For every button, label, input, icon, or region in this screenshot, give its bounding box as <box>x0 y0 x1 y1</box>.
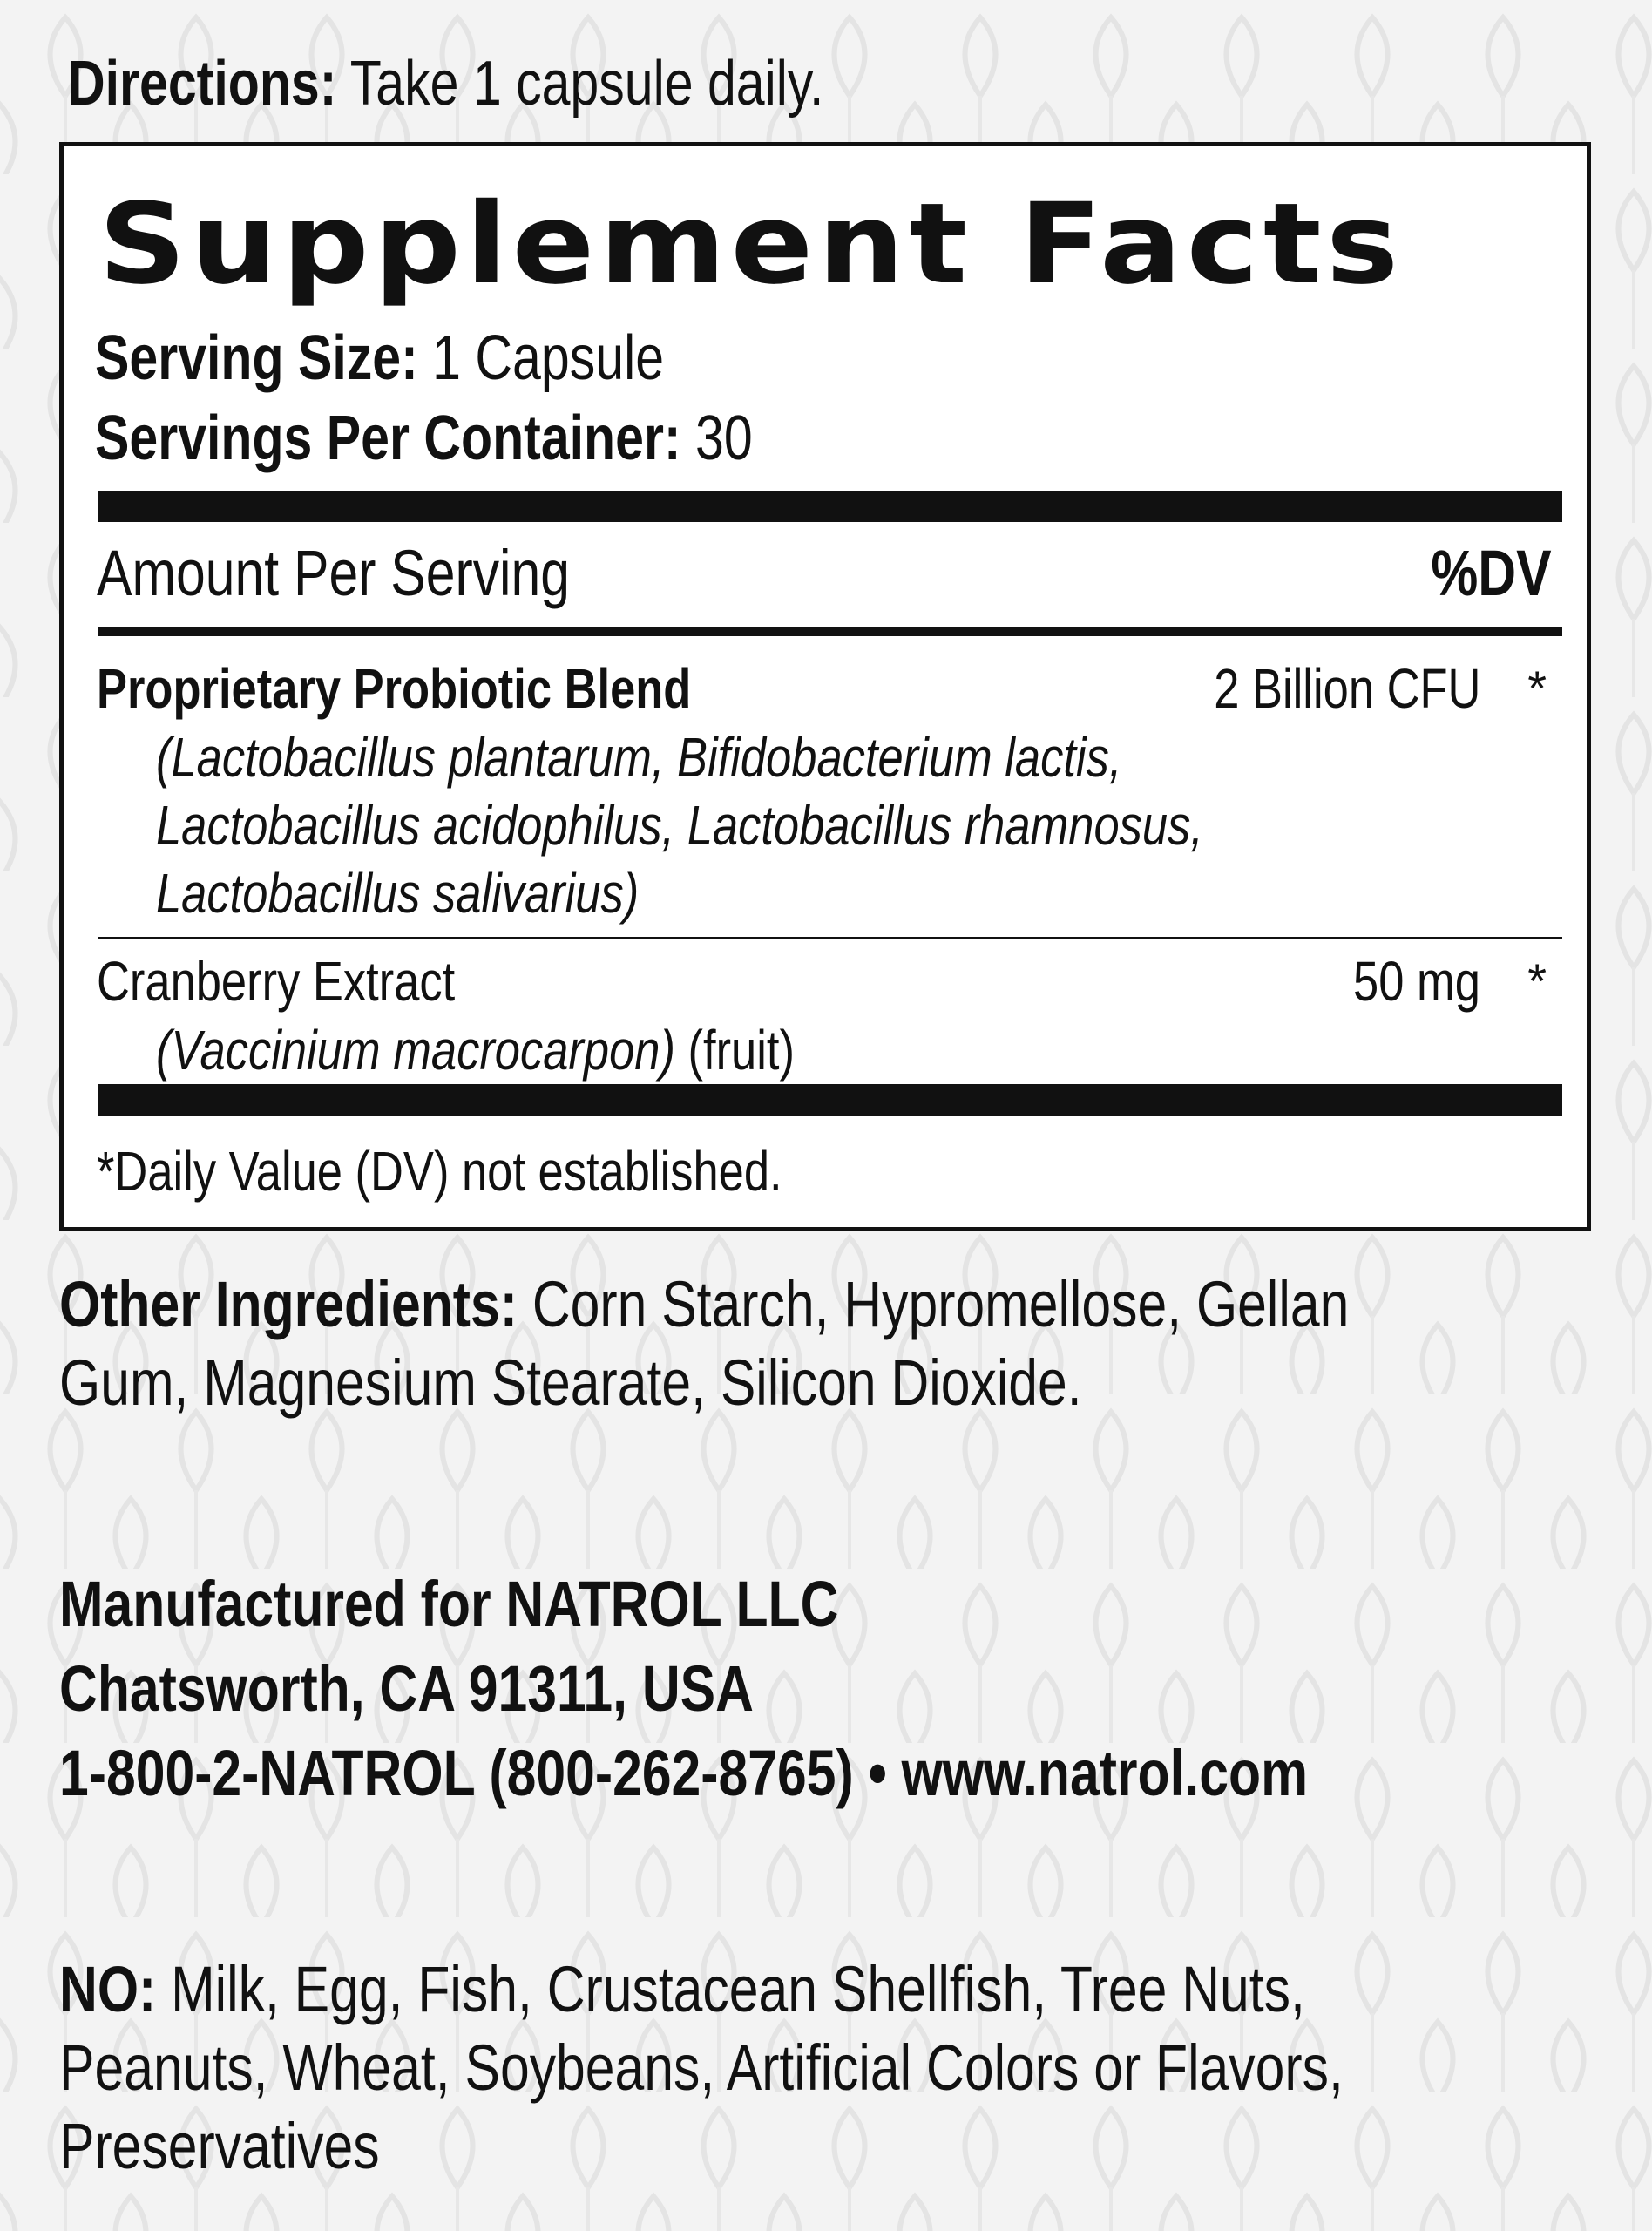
directions-text: Take 1 capsule daily. <box>349 49 824 119</box>
manufacturer-info <box>59 1562 1593 1815</box>
other-ingredients-line-2: Gum, Magnesium Stearate, Silicon Dioxide. <box>59 1346 1082 1419</box>
manufacturer-line-2: Chatsworth, CA 91311, USA <box>59 1652 754 1725</box>
probiotic-strains-line-2: Lactobacillus acidophilus, Lactobacillus rhamnosus, <box>156 794 1203 857</box>
cranberry-latin-name: (Vaccinium macrocarpon) <box>156 1019 675 1082</box>
nutrient-dv-cranberry-extract: * <box>1527 953 1547 1008</box>
directions <box>68 42 990 125</box>
manufacturer-line-1: Manufactured for NATROL LLC <box>59 1568 839 1640</box>
serving-size <box>95 319 789 397</box>
amount-per-serving-heading: Amount Per Serving <box>97 537 571 609</box>
probiotic-strains-line-1: (Lactobacillus plantarum, Bifidobacterium lactis, <box>156 726 1122 789</box>
cranberry-species <box>156 1016 935 1084</box>
thick-divider-bottom <box>98 1084 1562 1116</box>
medium-divider <box>98 627 1562 636</box>
nutrient-amount-probiotic-blend: 2 Billion CFU <box>1213 657 1480 720</box>
other-ingredients-line-1: Corn Starch, Hypromellose, Gellan <box>531 1268 1350 1340</box>
servings-per-container-value: 30 <box>695 403 753 473</box>
other-ingredients <box>59 1265 1593 1422</box>
serving-size-value: 1 Capsule <box>432 323 665 393</box>
cranberry-part: (fruit) <box>674 1019 795 1082</box>
nutrient-name-probiotic-blend: Proprietary Probiotic Blend <box>97 657 692 720</box>
allergen-line-2: Peanuts, Wheat, Soybeans, Artificial Colors or Flavors, <box>59 2031 1344 2104</box>
probiotic-strains-line-3: Lactobacillus salivarius) <box>156 862 640 925</box>
allergen-line-3: Preservatives <box>59 2110 380 2182</box>
nutrient-dv-probiotic-blend: * <box>1527 661 1547 715</box>
thin-divider <box>98 937 1562 939</box>
thick-divider-top <box>98 491 1562 522</box>
daily-value-heading: %DV <box>1431 537 1552 609</box>
nutrient-amount-cranberry-extract: 50 mg <box>1353 950 1480 1013</box>
serving-size-label: Serving Size: <box>95 323 418 393</box>
allergen-line-1: Milk, Egg, Fish, Crustacean Shellfish, Tree Nuts, <box>171 1953 1305 2025</box>
directions-label: Directions: <box>68 49 337 119</box>
supplement-facts-title: Supplement Facts <box>98 180 1404 309</box>
other-ingredients-label: Other Ingredients: <box>59 1268 518 1340</box>
servings-per-container <box>95 399 897 478</box>
nutrient-name-cranberry-extract: Cranberry Extract <box>97 950 456 1013</box>
manufacturer-contact: 1-800-2-NATROL (800-262-8765) • www.natrol.com <box>59 1737 1309 1809</box>
servings-per-container-label: Servings Per Container: <box>95 403 681 473</box>
allergen-statement <box>59 1950 1593 2186</box>
daily-value-footnote: *Daily Value (DV) not established. <box>97 1140 782 1203</box>
supplement-facts-panel <box>59 142 1591 1231</box>
allergen-label: NO: <box>59 1953 157 2025</box>
